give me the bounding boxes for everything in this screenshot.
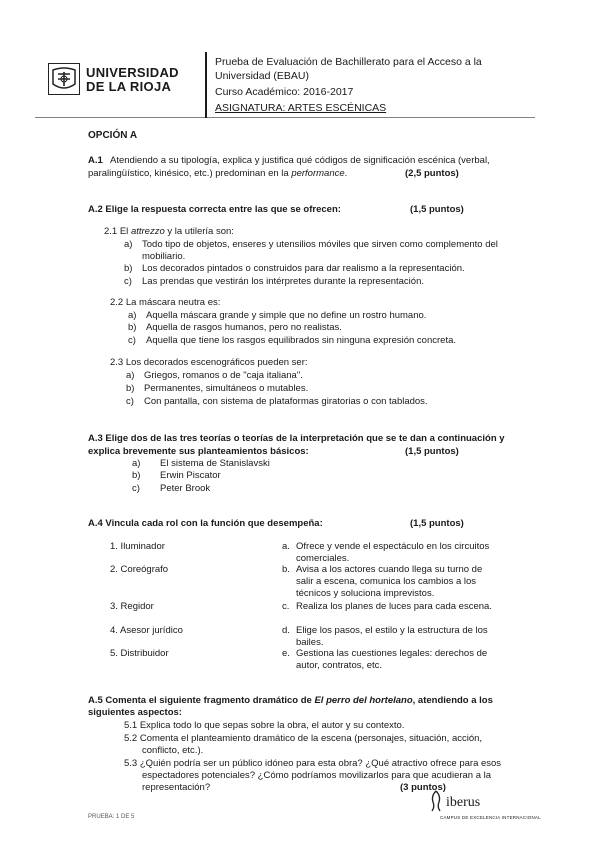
a4-role-5: 5. Distribuidor <box>110 648 169 659</box>
a3-text-line1: A.3 Elige dos de las tres teorías o teorías de la interpretación que se te dan a continuación y <box>88 433 505 444</box>
a4-heading: A.4 Vincula cada rol con la función que desempeña: <box>88 518 323 529</box>
q22-c-text: Aquella que tiene los rasgos equilibrados sin ninguna expresión concreta. <box>146 335 457 346</box>
q23-c-text: Con pantalla, con sistema de plataformas giratorias o con tablados. <box>144 396 428 407</box>
footer-brand-sub: CAMPUS DE EXCELENCIA INTERNACIONAL <box>440 815 541 820</box>
q23-a-label: a) <box>126 370 135 381</box>
q22-b-label: b) <box>128 322 137 333</box>
a4-func-b-line1: Avisa a los actores cuando llega su turno de <box>296 564 483 575</box>
a4-role-4: 4. Asesor jurídico <box>110 625 183 636</box>
q21-c-label: c) <box>124 276 132 287</box>
header-rule <box>35 117 535 118</box>
a5-sub2-line1: 5.2 Comenta el planteamiento dramático de la escena (personajes, situación, acción, <box>124 733 483 744</box>
q22-stem: 2.2 La máscara neutra es: <box>110 297 221 308</box>
q21-b-text: Los decorados pintados o construidos para dar realismo a la representación. <box>142 263 465 274</box>
a3-a-label: a) <box>132 458 141 469</box>
a4-func-c-label: c. <box>282 601 290 612</box>
a4-func-e-label: e. <box>282 648 290 659</box>
exam-title-line1: Prueba de Evaluación de Bachillerato para el Acceso a la <box>215 56 482 68</box>
a3-b-label: b) <box>132 470 141 481</box>
footer-brand: iberus <box>446 795 481 810</box>
header-divider <box>205 52 207 118</box>
a3-c-label: c) <box>132 483 140 494</box>
q21-stem: 2.1 El attrezzo y la utilería son: <box>104 226 234 237</box>
a4-points: (1,5 puntos) <box>410 518 464 529</box>
a4-role-2: 2. Coreógrafo <box>110 564 169 575</box>
university-logo-icon <box>48 63 80 95</box>
a4-func-d-label: d. <box>282 625 290 636</box>
q21-a-line2: mobiliario. <box>142 251 186 262</box>
a1-text-line1: Atendiendo a su tipología, explica y justifica qué códigos de significación escénica (verbal, <box>110 155 490 166</box>
a2-points: (1,5 puntos) <box>410 204 464 215</box>
q21-b-label: b) <box>124 263 133 274</box>
a5-points: (3 puntos) <box>400 782 446 793</box>
footer-page-label: PRUEBA: 1 DE 5 <box>88 814 135 820</box>
a4-func-d-line1: Elige los pasos, el estilo y la estructura de los <box>296 625 488 636</box>
a4-func-b-line2: salir a escena, comunica los cambios a los <box>296 576 477 587</box>
academic-year: Curso Académico: 2016-2017 <box>215 86 354 98</box>
q21-a-label: a) <box>124 239 133 250</box>
a3-c-text: Peter Brook <box>160 483 211 494</box>
a3-a-text: El sistema de Stanislavski <box>160 458 270 469</box>
a4-func-e-line1: Gestiona las cuestiones legales: derechos de <box>296 648 488 659</box>
a4-func-b-line3: técnicos y soluciona imprevistos. <box>296 588 435 599</box>
a3-points: (1,5 puntos) <box>405 446 459 457</box>
a4-func-a-label: a. <box>282 541 290 552</box>
q21-c-text: Las prendas que vestirán los intérpretes durante la representación. <box>142 276 425 287</box>
q23-c-label: c) <box>126 396 134 407</box>
a3-b-text: Erwin Piscator <box>160 470 221 481</box>
q21-a-line1: Todo tipo de objetos, enseres y utensilios móviles que sirven como complemento del <box>142 239 498 250</box>
subject-name: ASIGNATURA: ARTES ESCÉNICAS <box>215 102 387 114</box>
q23-a-text: Griegos, romanos o de "caja italiana". <box>144 370 303 381</box>
q23-stem: 2.3 Los decorados escenográficos pueden ser: <box>110 357 308 368</box>
a5-sub2-line2: conflicto, etc.). <box>142 745 204 756</box>
a5-sub3-line3: representación? <box>142 782 211 793</box>
a4-func-d-line2: bailes. <box>296 637 324 648</box>
a2-heading: A.2 Elige la respuesta correcta entre las que se ofrecen: <box>88 204 341 215</box>
a3-text-line2: explica brevemente sus planteamientos básicos: <box>88 446 309 457</box>
a4-role-3: 3. Regidor <box>110 601 154 612</box>
a5-sub3-line2: espectadores potenciales? ¿Cómo podríamos movilizarlos para que acudieran a la <box>142 770 492 781</box>
a4-func-e-line2: autor, contratos, etc. <box>296 660 383 671</box>
exam-title-line2: Universidad (EBAU) <box>215 70 309 82</box>
a1-points: (2,5 puntos) <box>405 168 459 179</box>
a4-func-b-label: b. <box>282 564 290 575</box>
a1-text-line2: paralingüístico, kinésico, etc.) predominan en la performance. <box>88 168 348 179</box>
q23-b-text: Permanentes, simultáneos o mutables. <box>144 383 309 394</box>
q23-b-label: b) <box>126 383 135 394</box>
a5-text-line2: siguientes aspectos: <box>88 707 182 718</box>
q22-b-text: Aquella de rasgos humanos, pero no realistas. <box>146 322 342 333</box>
a4-func-a-line1: Ofrece y vende el espectáculo en los circuitos <box>296 541 490 552</box>
option-heading: OPCIÓN A <box>88 130 138 141</box>
q22-a-text: Aquella máscara grande y simple que no define un rostro humano. <box>146 310 427 321</box>
a5-sub3-line1: 5.3 ¿Quién podría ser un público idóneo para esta obra? ¿Qué atractivo ofrece para esos <box>124 758 502 769</box>
iberus-logo-icon <box>428 790 444 812</box>
university-name-line1: UNIVERSIDAD <box>86 65 179 80</box>
a4-role-1: 1. Iluminador <box>110 541 165 552</box>
a5-sub1: 5.1 Explica todo lo que sepas sobre la obra, el autor y su contexto. <box>124 720 405 731</box>
a1-number: A.1 <box>88 155 103 166</box>
q22-c-label: c) <box>128 335 136 346</box>
q22-a-label: a) <box>128 310 137 321</box>
a5-text-line1: A.5 Comenta el siguiente fragmento dramático de El perro del hortelano, atendiendo a los <box>88 695 493 706</box>
a4-func-c-text: Realiza los planes de luces para cada escena. <box>296 601 492 612</box>
a4-func-a-line2: comerciales. <box>296 553 350 564</box>
university-name-line2: DE LA RIOJA <box>86 79 172 94</box>
